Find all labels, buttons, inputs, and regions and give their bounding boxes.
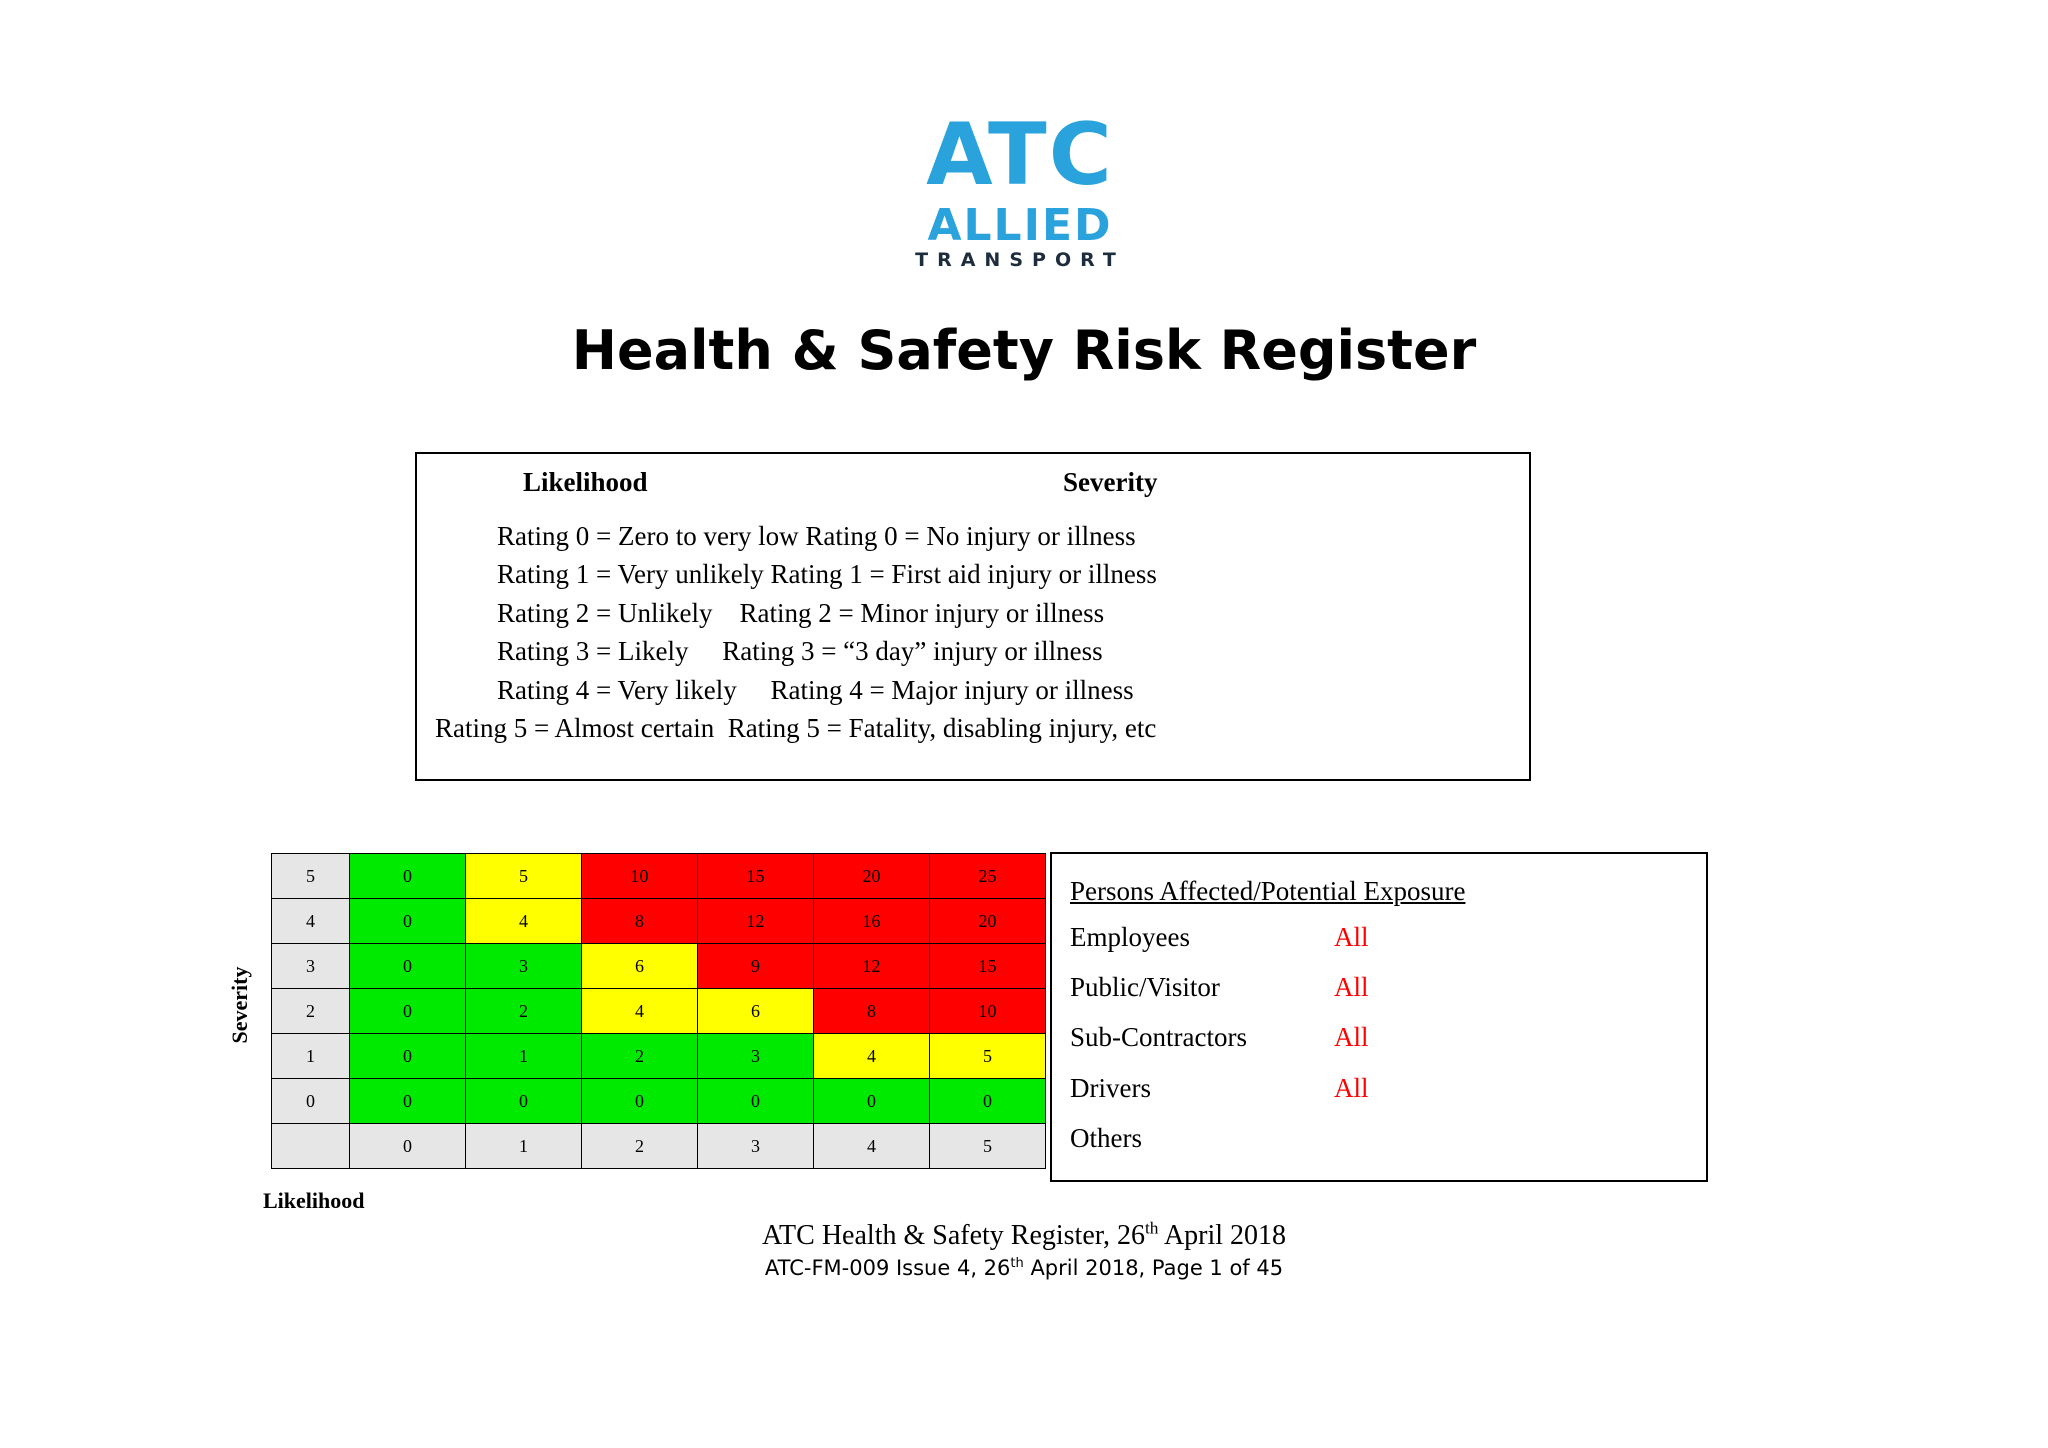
matrix-risk-cell: 4 — [582, 989, 698, 1034]
matrix-risk-cell: 2 — [582, 1034, 698, 1079]
matrix-risk-cell: 4 — [466, 899, 582, 944]
key-line-1: Rating 1 = Very unlikely Rating 1 = First aid injury or illness — [497, 559, 1157, 589]
company-logo — [896, 105, 1144, 272]
matrix-risk-cell: 0 — [930, 1079, 1046, 1124]
matrix-likelihood-value: 4 — [814, 1124, 930, 1169]
matrix-row — [272, 854, 1046, 899]
matrix-risk-cell: 2 — [466, 989, 582, 1034]
matrix-risk-cell: 6 — [582, 944, 698, 989]
persons-label-others: Others — [1070, 1123, 1142, 1153]
matrix-risk-cell: 8 — [814, 989, 930, 1034]
matrix-severity-value: 3 — [272, 944, 350, 989]
matrix-risk-cell: 0 — [698, 1079, 814, 1124]
matrix-risk-cell: 12 — [698, 899, 814, 944]
key-line-3: Rating 3 = Likely Rating 3 = “3 day” injury or illness — [497, 636, 1103, 666]
persons-value-drivers: All — [1334, 1073, 1369, 1103]
matrix-risk-cell: 10 — [582, 854, 698, 899]
matrix-risk-cell: 15 — [930, 944, 1046, 989]
matrix-risk-cell: 16 — [814, 899, 930, 944]
page-title: Health & Safety Risk Register — [571, 319, 1477, 382]
footer-register-line — [0, 1218, 2048, 1254]
matrix-risk-cell: 9 — [698, 944, 814, 989]
persons-value-public: All — [1334, 972, 1369, 1002]
matrix-risk-cell: 0 — [814, 1079, 930, 1124]
key-line-2: Rating 2 = Unlikely Rating 2 = Minor injury or illness — [497, 598, 1105, 628]
matrix-risk-cell: 6 — [698, 989, 814, 1034]
footer1-post: April 2018 — [1158, 1220, 1287, 1251]
matrix-row — [272, 989, 1046, 1034]
matrix-likelihood-value: 1 — [466, 1124, 582, 1169]
severity-axis-label: Severity — [227, 966, 252, 1044]
matrix-risk-cell: 0 — [350, 1079, 466, 1124]
matrix-risk-cell: 20 — [814, 854, 930, 899]
matrix-row — [272, 1034, 1046, 1079]
matrix-risk-cell: 0 — [350, 1034, 466, 1079]
matrix-row — [272, 899, 1046, 944]
matrix-risk-cell: 0 — [350, 854, 466, 899]
risk-matrix — [271, 853, 1046, 1169]
key-line-0: Rating 0 = Zero to very low Rating 0 = No injury or illness — [497, 521, 1136, 551]
matrix-severity-value: 2 — [272, 989, 350, 1034]
persons-label-drivers: Drivers — [1070, 1073, 1151, 1103]
matrix-risk-cell: 0 — [582, 1079, 698, 1124]
key-line-4: Rating 4 = Very likely Rating 4 = Major injury or illness — [497, 675, 1134, 705]
matrix-risk-cell: 10 — [930, 989, 1046, 1034]
persons-label-employees: Employees — [1070, 922, 1190, 952]
severity-heading: Severity — [1063, 467, 1158, 497]
persons-label-public: Public/Visitor — [1070, 972, 1220, 1002]
footer2-pre: ATC-FM-009 Issue 4, 26 — [764, 1256, 1011, 1280]
matrix-risk-cell: 5 — [466, 854, 582, 899]
matrix-risk-cell: 4 — [814, 1034, 930, 1079]
footer1-sup: th — [1144, 1218, 1159, 1238]
persons-affected-box — [1050, 852, 1708, 1182]
matrix-risk-cell: 25 — [930, 854, 1046, 899]
matrix-severity-value: 4 — [272, 899, 350, 944]
matrix-row — [272, 944, 1046, 989]
matrix-risk-cell: 0 — [350, 944, 466, 989]
matrix-likelihood-value: 0 — [350, 1124, 466, 1169]
matrix-risk-cell: 1 — [466, 1034, 582, 1079]
logo-allied-text: ALLIED — [927, 200, 1113, 251]
matrix-corner-cell — [272, 1124, 350, 1169]
matrix-severity-value: 0 — [272, 1079, 350, 1124]
persons-affected-title: Persons Affected/Potential Exposure — [1070, 876, 1466, 906]
footer1-pre: ATC Health & Safety Register, 26 — [761, 1220, 1145, 1251]
footer-document-line — [0, 1254, 2048, 1282]
matrix-likelihood-row — [272, 1124, 1046, 1169]
matrix-risk-cell: 15 — [698, 854, 814, 899]
matrix-risk-cell: 5 — [930, 1034, 1046, 1079]
matrix-risk-cell: 12 — [814, 944, 930, 989]
likelihood-heading: Likelihood — [523, 467, 648, 497]
matrix-likelihood-value: 3 — [698, 1124, 814, 1169]
footer2-post: April 2018, Page 1 of 45 — [1023, 1256, 1284, 1280]
matrix-likelihood-value: 5 — [930, 1124, 1046, 1169]
matrix-risk-cell: 0 — [350, 899, 466, 944]
matrix-severity-value: 1 — [272, 1034, 350, 1079]
matrix-severity-value: 5 — [272, 854, 350, 899]
matrix-risk-cell: 0 — [466, 1079, 582, 1124]
matrix-row — [272, 1079, 1046, 1124]
logo-atc-text: ATC — [926, 105, 1114, 205]
footer2-sup: th — [1010, 1256, 1024, 1271]
key-line-5: Rating 5 = Almost certain Rating 5 = Fatality, disabling injury, etc — [435, 713, 1157, 743]
matrix-likelihood-value: 2 — [582, 1124, 698, 1169]
matrix-risk-cell: 8 — [582, 899, 698, 944]
rating-key-box — [415, 452, 1531, 781]
matrix-risk-cell: 3 — [698, 1034, 814, 1079]
logo-transport-text: TRANSPORT — [915, 249, 1125, 271]
likelihood-axis-label: Likelihood — [263, 1188, 365, 1213]
matrix-risk-cell: 20 — [930, 899, 1046, 944]
matrix-risk-cell: 3 — [466, 944, 582, 989]
persons-value-subcontractors: All — [1334, 1022, 1369, 1052]
persons-label-subcontractors: Sub-Contractors — [1070, 1022, 1247, 1052]
persons-value-employees: All — [1334, 922, 1369, 952]
matrix-risk-cell: 0 — [350, 989, 466, 1034]
